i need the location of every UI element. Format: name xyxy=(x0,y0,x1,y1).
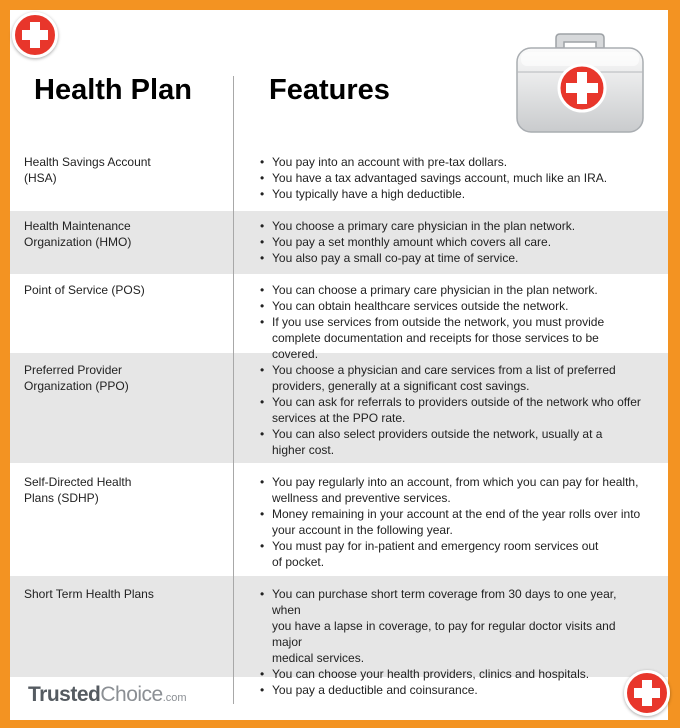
feature-list xyxy=(258,362,648,458)
feature-item: • You must pay for in-patient and emergency room services out of pocket. xyxy=(258,538,648,570)
feature-item: • You typically have a high deductible. xyxy=(258,186,648,202)
column-divider xyxy=(233,76,234,704)
plan-name: Short Term Health Plans xyxy=(24,587,154,601)
feature-list xyxy=(258,586,648,698)
first-aid-kit-icon xyxy=(514,32,646,136)
plan-name: Point of Service (POS) xyxy=(24,283,145,297)
feature-list xyxy=(258,282,648,362)
trustedchoice-logo: TrustedChoice.com xyxy=(28,683,187,706)
feature-item: • Money remaining in your account at the end of the year rolls over into your account in the following year. xyxy=(258,506,648,538)
feature-list xyxy=(258,218,648,266)
plan-name: Self-Directed Health Plans (SDHP) xyxy=(24,475,132,505)
feature-item: • You pay into an account with pre-tax dollars. xyxy=(258,154,648,170)
features-heading: Features xyxy=(269,74,390,106)
feature-item: • You can obtain healthcare services outside the network. xyxy=(258,298,648,314)
feature-item: • You can ask for referrals to providers outside of the network who offer services at the PPO rate. xyxy=(258,394,648,426)
feature-item: • If you use services from outside the network, you must provide complete documentation and receipts for those services to be covered. xyxy=(258,314,648,362)
feature-item: • You choose a primary care physician in the plan network. xyxy=(258,218,648,234)
health-plan-heading: Health Plan xyxy=(34,74,192,106)
feature-item: • You can purchase short term coverage from 30 days to one year, when you have a lapse in coverage, to pay for regular doctor visits and major medical services. xyxy=(258,586,648,666)
feature-item: • You also pay a small co-pay at time of service. xyxy=(258,250,648,266)
plan-name: Health Maintenance Organization (HMO) xyxy=(24,219,132,249)
feature-item: • You can also select providers outside the network, usually at a higher cost. xyxy=(258,426,648,458)
plan-name: Health Savings Account (HSA) xyxy=(24,155,151,185)
feature-item: • You can choose your health providers, clinics and hospitals. xyxy=(258,666,648,682)
feature-item: • You pay a deductible and coinsurance. xyxy=(258,682,648,698)
feature-item: • You pay regularly into an account, from which you can pay for health, wellness and preventive services. xyxy=(258,474,648,506)
feature-item: • You pay a set monthly amount which covers all care. xyxy=(258,234,648,250)
red-cross-badge-icon xyxy=(12,12,58,58)
feature-item: • You choose a physician and care services from a list of preferred providers, generally at a significant cost savings. xyxy=(258,362,648,394)
feature-list xyxy=(258,474,648,570)
feature-list xyxy=(258,154,648,202)
plan-name: Preferred Provider Organization (PPO) xyxy=(24,363,129,393)
feature-item: • You have a tax advantaged savings account, much like an IRA. xyxy=(258,170,648,186)
feature-item: • You can choose a primary care physician in the plan network. xyxy=(258,282,648,298)
